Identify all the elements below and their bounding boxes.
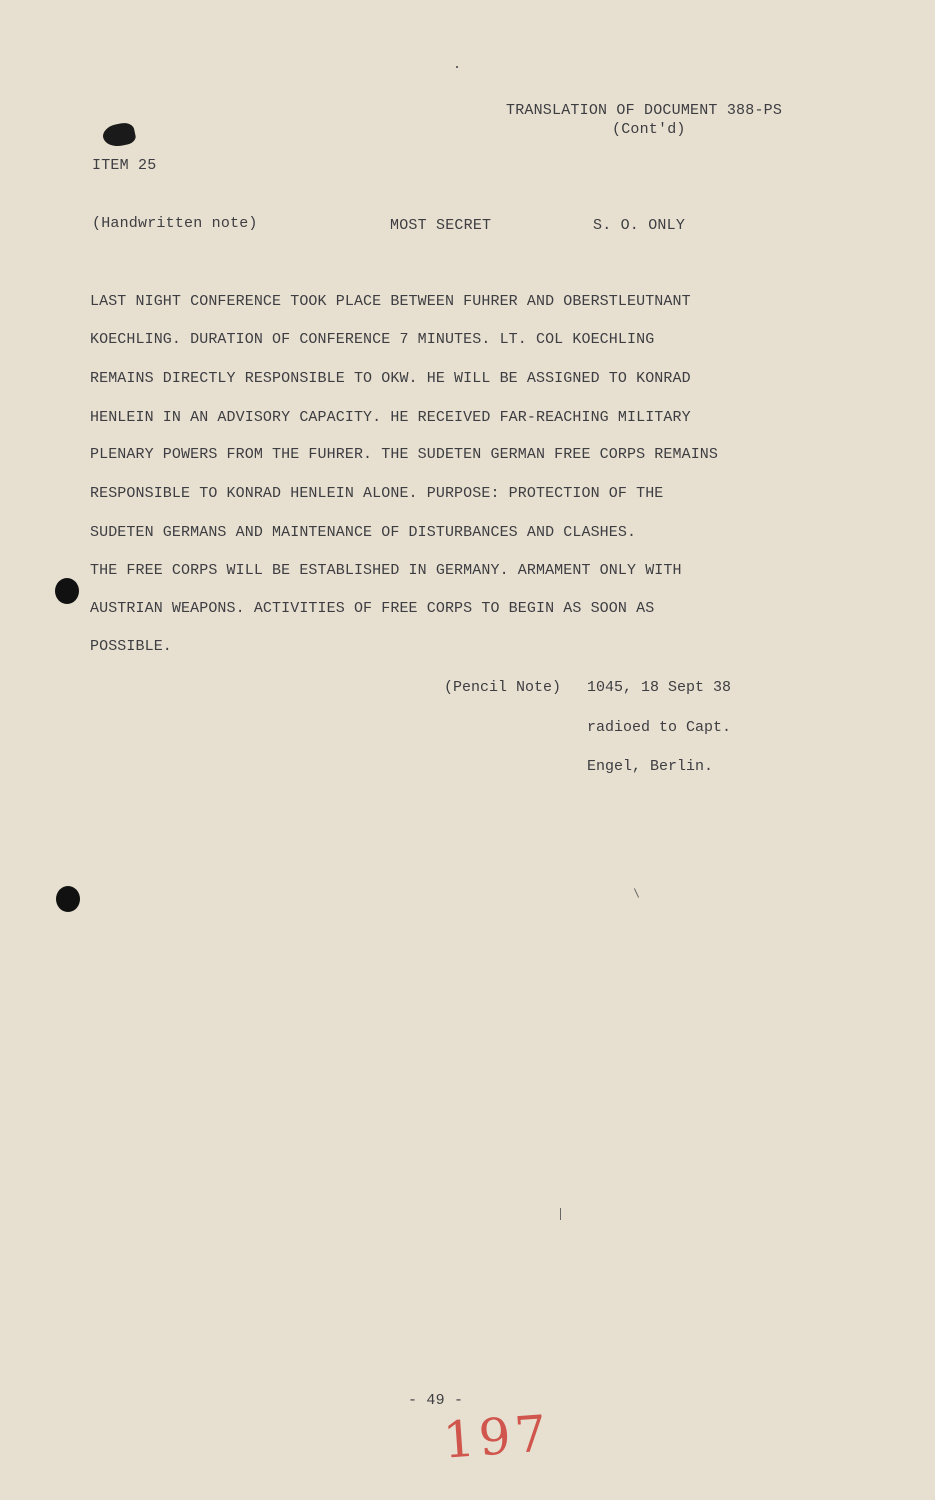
body-line: KOECHLING. DURATION OF CONFERENCE 7 MINUTES. LT. COL KOECHLING bbox=[90, 331, 655, 348]
pencil-note-recipient: Engel, Berlin. bbox=[587, 758, 714, 775]
punch-hole bbox=[56, 886, 80, 912]
body-line: THE FREE CORPS WILL BE ESTABLISHED IN GERMANY. ARMAMENT ONLY WITH bbox=[90, 562, 682, 579]
body-line: REMAINS DIRECTLY RESPONSIBLE TO OKW. HE WILL BE ASSIGNED TO KONRAD bbox=[90, 370, 691, 387]
body-line: PLENARY POWERS FROM THE FUHRER. THE SUDETEN GERMAN FREE CORPS REMAINS bbox=[90, 446, 719, 463]
most-secret-label: MOST SECRET bbox=[390, 217, 492, 234]
pencil-note-label: (Pencil Note) bbox=[444, 679, 562, 696]
body-line: HENLEIN IN AN ADVISORY CAPACITY. HE RECEIVED FAR-REACHING MILITARY bbox=[90, 409, 691, 426]
document-subtitle: (Cont'd) bbox=[612, 121, 686, 138]
so-only-label: S. O. ONLY bbox=[593, 217, 686, 234]
pencil-note-time: 1045, 18 Sept 38 bbox=[587, 679, 732, 696]
paper-speck bbox=[456, 66, 458, 68]
body-line: AUSTRIAN WEAPONS. ACTIVITIES OF FREE CORPS TO BEGIN AS SOON AS bbox=[90, 600, 655, 617]
body-line: LAST NIGHT CONFERENCE TOOK PLACE BETWEEN FUHRER AND OBERSTLEUTNANT bbox=[90, 293, 691, 310]
paper-speck bbox=[634, 888, 639, 897]
body-line: RESPONSIBLE TO KONRAD HENLEIN ALONE. PURPOSE: PROTECTION OF THE bbox=[90, 485, 664, 502]
stamp-number: 197 bbox=[441, 1404, 553, 1470]
punch-hole bbox=[55, 578, 79, 604]
document-title: TRANSLATION OF DOCUMENT 388-PS bbox=[506, 102, 783, 119]
body-line: POSSIBLE. bbox=[90, 638, 172, 655]
handwritten-note-label: (Handwritten note) bbox=[92, 215, 258, 232]
item-label: ITEM 25 bbox=[92, 157, 157, 174]
paper-speck bbox=[560, 1208, 561, 1220]
page-number: - 49 - bbox=[408, 1392, 464, 1409]
ink-blot bbox=[101, 121, 137, 149]
body-line: SUDETEN GERMANS AND MAINTENANCE OF DISTURBANCES AND CLASHES. bbox=[90, 524, 637, 541]
pencil-note-radioed: radioed to Capt. bbox=[587, 719, 732, 736]
